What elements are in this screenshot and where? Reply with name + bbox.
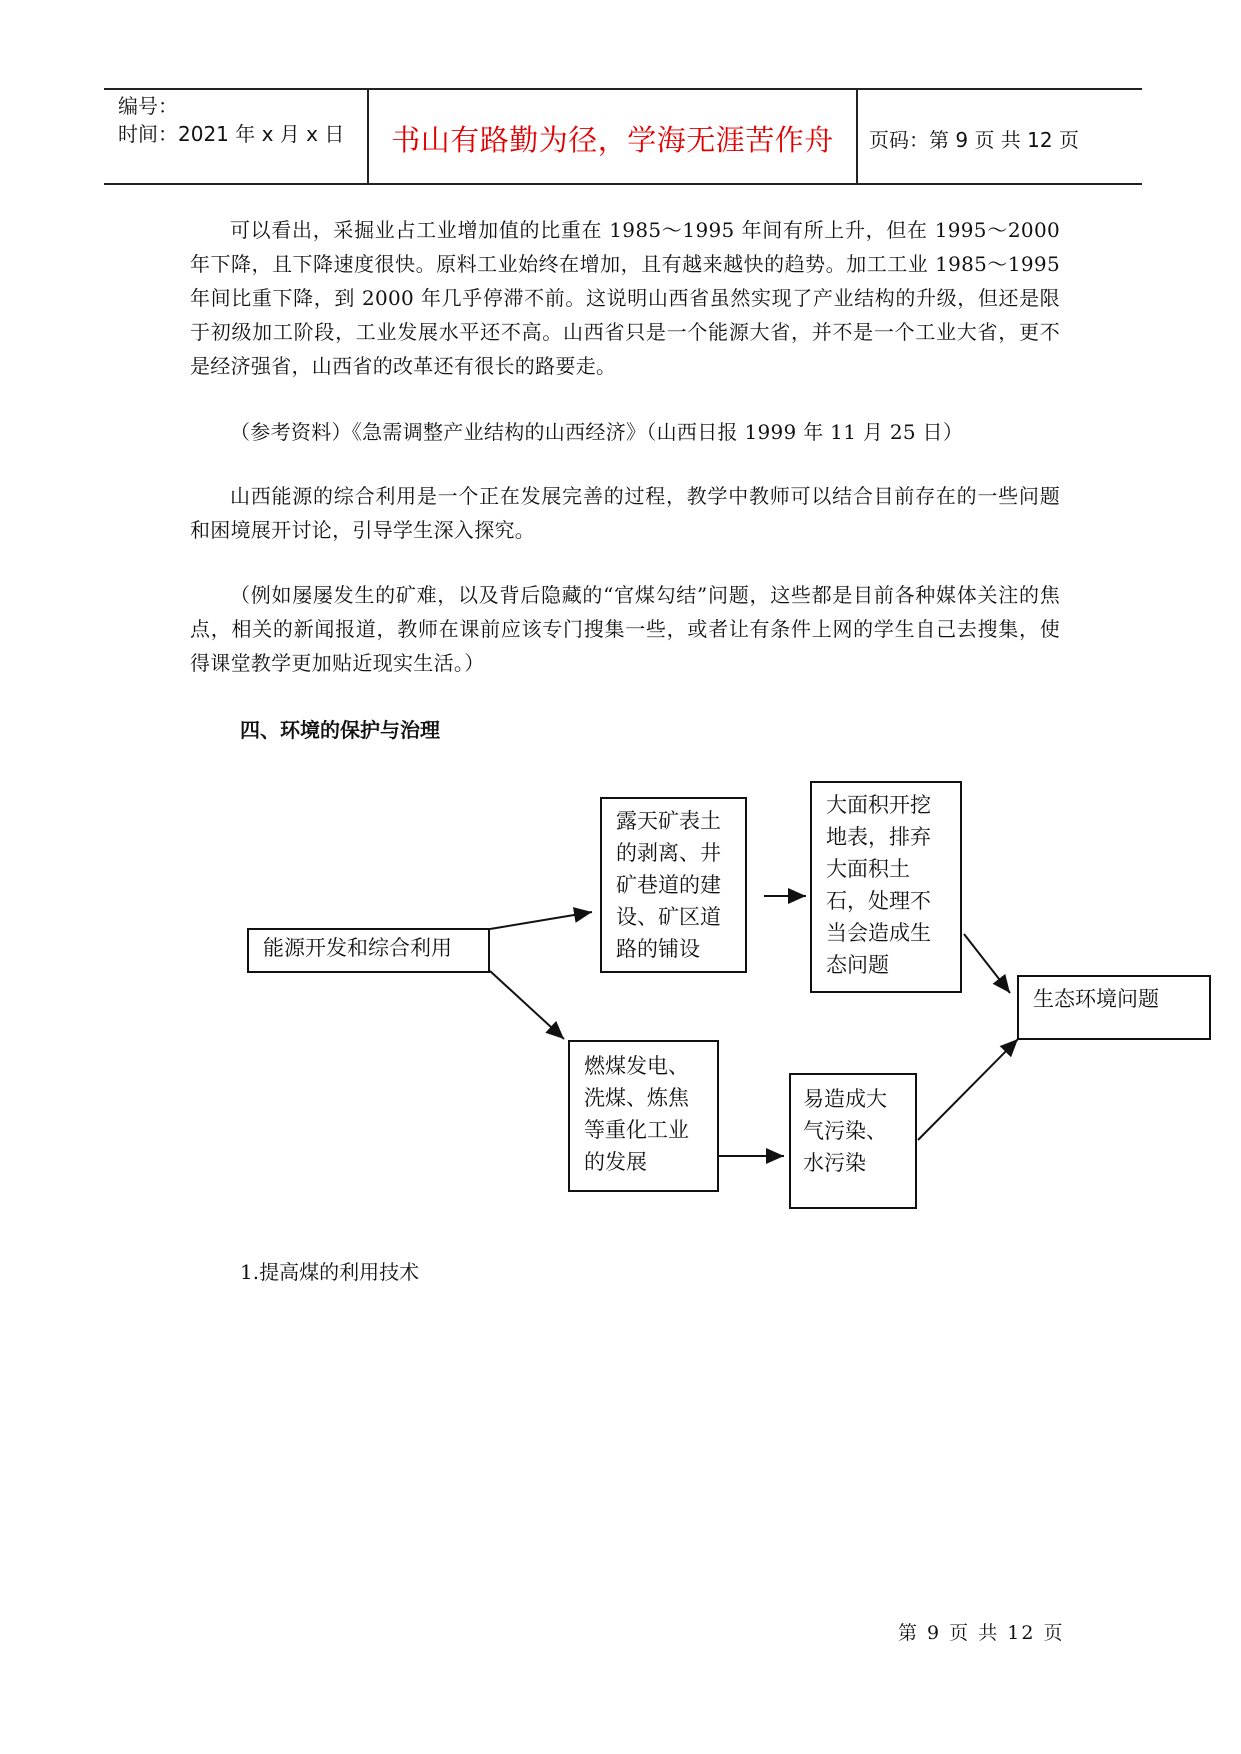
- page-footer: 第 9 页 共 12 页: [898, 1622, 1065, 1644]
- arrow-upper2-to-result: [964, 934, 1010, 993]
- paragraph-analysis: 可以看出，采掘业占工业增加值的比重在 1985～1995 年间有所上升，但在 1995～2000 年下降，且下降速度很快。原料工业始终在增加，且有越来越快的趋势。加工工业 1985～1995 年间比重下降，到 2000 年几乎停滞不前。这说明山西省虽然实现了产业结构的升级，但还是限于初级加工阶段，工业发展水平还不高。山西省只是一个能源大省，并不是一个工业大省，更不是经济强省，山西省的改革还有很长的路要走。: [190, 218, 1060, 378]
- box-mining-construction: 露天矿表土的剥离、井矿巷道的建设、矿区道路的铺设: [600, 797, 747, 973]
- arrow-source-to-lower: [490, 971, 564, 1039]
- header-page-number: 页码：第 9 页 共 12 页: [869, 128, 1079, 152]
- arrow-lower2-to-result: [918, 1039, 1018, 1140]
- box-surface-excavation: 大面积开挖地表，排弃大面积土石，处理不当会造成生态问题: [810, 781, 962, 993]
- list-item: 1.提高煤的利用技术: [240, 1260, 420, 1284]
- box-energy-development: 能源开发和综合利用: [247, 928, 490, 973]
- section-heading: 四、环境的保护与治理: [240, 718, 440, 742]
- time-label: 时间：2021 年 x 月 x 日: [118, 122, 345, 146]
- box-ecological-problems: 生态环境问题: [1017, 975, 1211, 1040]
- header-motto: 书山有路勤为径，学海无涯苦作舟: [391, 123, 834, 157]
- box-pollution: 易造成大气污染、水污染: [789, 1073, 917, 1209]
- box-heavy-industry: 燃煤发电、洗煤、炼焦等重化工业的发展: [568, 1040, 719, 1192]
- arrow-source-to-upper: [490, 912, 592, 929]
- paragraph-discussion: 山西能源的综合利用是一个正在发展完善的过程，教学中教师可以结合目前存在的一些问题和困境展开讨论，引导学生深入探究。: [190, 484, 1060, 542]
- paragraph-example: （例如屡屡发生的矿难，以及背后隐藏的“官煤勾结”问题，这些都是目前各种媒体关注的焦点，相关的新闻报道，教师在课前应该专门搜集一些，或者让有条件上网的学生自己去搜集，使得课堂教学更加贴近现实生活。）: [190, 583, 1060, 675]
- serial-label: 编号：: [118, 94, 178, 118]
- paragraph-reference: （参考资料）《急需调整产业结构的山西经济》（山西日报 1999 年 11 月 25 日）: [230, 420, 964, 444]
